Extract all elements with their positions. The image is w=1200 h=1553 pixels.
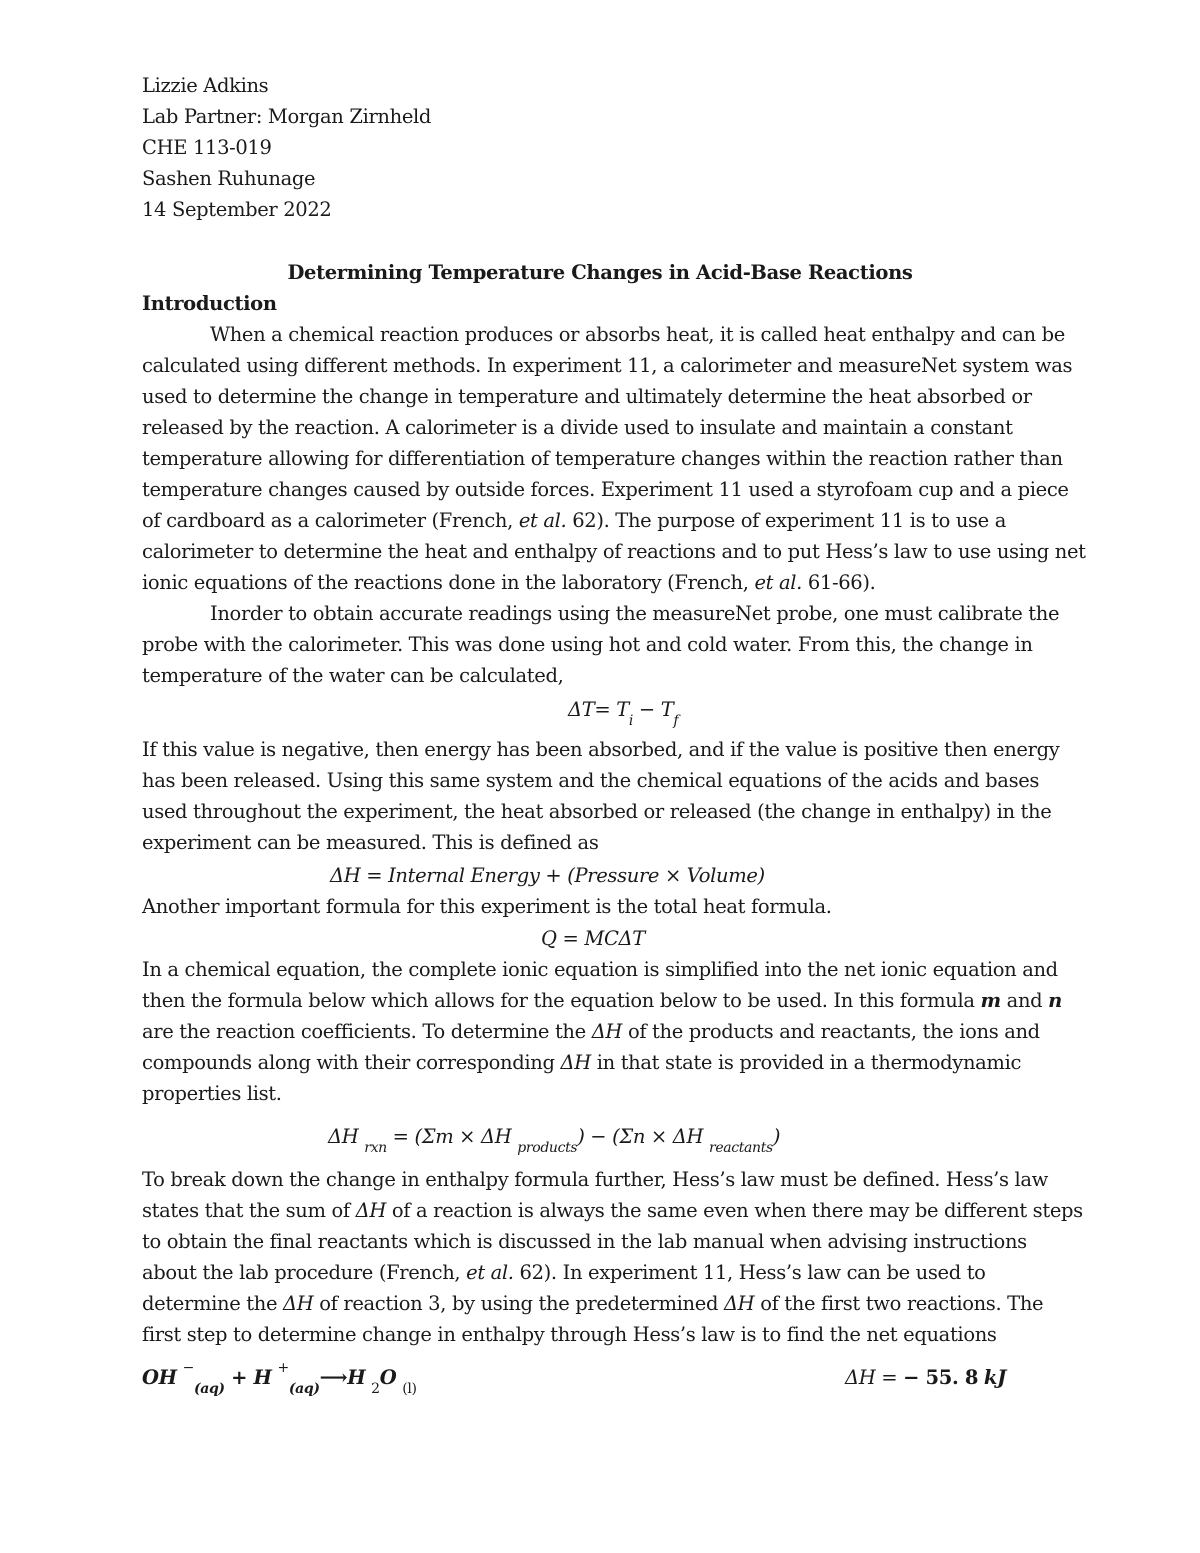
eq-text: ⟶H	[319, 1366, 366, 1389]
paragraph-text: in that state is provided in a thermodynamic	[596, 1051, 1022, 1074]
eq-subscript-rxn: rxn	[364, 1140, 387, 1156]
lab-partner: Lab Partner: Morgan Zirnheld	[142, 105, 432, 128]
paragraph-line: In a chemical equation, the complete ionic equation is simplified into the net ionic equation and	[142, 958, 1058, 981]
equation-neutralization-enthalpy	[845, 1362, 1006, 1393]
paragraph-line: properties list.	[142, 1082, 282, 1105]
paragraph-text: 62). In experiment 11, Hess’s law can be used to	[519, 1261, 986, 1284]
enthalpy-value: − 55. 8	[903, 1366, 979, 1389]
paragraph-text: and	[1006, 989, 1043, 1012]
paragraph-text: of reaction 3, by using the predetermined	[319, 1292, 719, 1315]
eq-text: ) − (Σn × ΔH	[577, 1125, 704, 1148]
instructor-name: Sashen Ruhunage	[142, 167, 316, 190]
eq-text: )	[772, 1125, 781, 1148]
paragraph-text: determine the	[142, 1292, 278, 1315]
paragraph-line: to obtain the final reactants which is discussed in the lab manual when advising instructions	[142, 1230, 1027, 1253]
eq-text: ΔH	[328, 1125, 359, 1148]
paragraph-line: first step to determine change in enthalpy through Hess’s law is to find the net equations	[142, 1323, 997, 1346]
paragraph-line: used to determine the change in temperature and ultimately determine the heat absorbed or	[142, 385, 1032, 408]
eq-subscript-aq: (aq)	[288, 1381, 320, 1397]
paragraph-line: released by the reaction. A calorimeter is a divide used to insulate and maintain a constant	[142, 416, 1013, 439]
var-delta-h: ΔH	[283, 1292, 314, 1315]
var-m: m	[980, 989, 1001, 1012]
paragraph-line: Inorder to obtain accurate readings using the measureNet probe, one must calibrate the	[210, 602, 1060, 625]
equation-reaction-enthalpy	[328, 1121, 780, 1155]
paragraph-text: then the formula below which allows for the equation below to be used. In this formula	[142, 989, 975, 1012]
eq-text: O	[379, 1366, 397, 1389]
equation-delta-t	[568, 694, 678, 728]
report-date: 14 September 2022	[142, 198, 332, 221]
document-title: Determining Temperature Changes in Acid-Base Reactions	[287, 261, 913, 284]
equation-enthalpy-definition: ΔH = Internal Energy + (Pressure × Volume)	[330, 864, 765, 887]
paragraph-line: Another important formula for this experiment is the total heat formula.	[142, 895, 832, 918]
citation-et-al: et al.	[754, 571, 802, 594]
paragraph-text: compounds along with their corresponding	[142, 1051, 555, 1074]
eq-text: OH	[142, 1366, 177, 1389]
paragraph-text: of the products and reactants, the ions and	[627, 1020, 1040, 1043]
paragraph-text: about the lab procedure (French,	[142, 1261, 461, 1284]
paragraph-line	[142, 1016, 1040, 1047]
paragraph-line	[142, 505, 1006, 536]
paragraph-line	[142, 1195, 1083, 1226]
eq-subscript-2: 2	[371, 1381, 380, 1397]
citation-et-al: et al.	[518, 509, 567, 532]
paragraph-line: temperature changes caused by outside forces. Experiment 11 used a styrofoam cup and a piece	[142, 478, 1069, 501]
var-delta-h: ΔH	[723, 1292, 755, 1315]
paragraph-line	[142, 985, 1062, 1016]
eq-text: − T	[633, 698, 674, 721]
paragraph-text: of a reaction is always the same even when there may be different steps	[391, 1199, 1083, 1222]
var-delta-h: ΔH	[591, 1020, 623, 1043]
paragraph-text: of the first two reactions. The	[760, 1292, 1044, 1315]
enthalpy-unit: kJ	[983, 1366, 1006, 1389]
paragraph-text: of cardboard as a calorimeter (French,	[142, 509, 513, 532]
citation-et-al: et al.	[466, 1261, 514, 1284]
author-name: Lizzie Adkins	[142, 74, 269, 97]
paragraph-line: used throughout the experiment, the heat absorbed or released (the change in enthalpy) in the	[142, 800, 1052, 823]
eq-text: ΔT= T	[568, 698, 629, 721]
eq-text: = (Σm × ΔH	[386, 1125, 512, 1148]
paragraph-line: has been released. Using this same system and the chemical equations of the acids and bases	[142, 769, 1040, 792]
var-n: n	[1048, 989, 1062, 1012]
paragraph-line: To break down the change in enthalpy formula further, Hess’s law must be defined. Hess’s law	[142, 1168, 1048, 1191]
course-code: CHE 113-019	[142, 136, 272, 159]
paragraph-line	[142, 567, 875, 598]
paragraph-line: calculated using different methods. In experiment 11, a calorimeter and measureNet system was	[142, 354, 1073, 377]
paragraph-text: states that the sum of	[142, 1199, 350, 1222]
eq-subscript-l: (l)	[402, 1381, 417, 1397]
paragraph-line	[142, 1047, 1021, 1078]
paragraph-line: When a chemical reaction produces or absorbs heat, it is called heat enthalpy and can be	[210, 323, 1065, 346]
eq-subscript-i: i	[628, 713, 634, 729]
paragraph-line: If this value is negative, then energy has been absorbed, and if the value is positive then energy	[142, 738, 1060, 761]
paragraph-line	[142, 1257, 986, 1288]
var-delta-h: ΔH	[560, 1051, 591, 1074]
paragraph-text: 61-66).	[807, 571, 876, 594]
paragraph-line: temperature allowing for differentiation of temperature changes within the reaction rather than	[142, 447, 1063, 470]
eq-subscript-products: products	[517, 1140, 578, 1156]
equation-total-heat: Q = MCΔT	[541, 927, 645, 950]
paragraph-text: 62). The purpose of experiment 11 is to use a	[572, 509, 1006, 532]
paragraph-line: probe with the calorimeter. This was done using hot and cold water. From this, the change in	[142, 633, 1033, 656]
eq-subscript-f: f	[673, 713, 679, 729]
paragraph-line	[142, 1288, 1043, 1319]
paragraph-text: ionic equations of the reactions done in the laboratory (French,	[142, 571, 749, 594]
eq-superscript-minus: −	[182, 1360, 194, 1376]
var-delta-h: ΔH	[355, 1199, 387, 1222]
paragraph-text: are the reaction coefficients. To determine the	[142, 1020, 586, 1043]
equation-neutralization	[142, 1362, 417, 1396]
paragraph-line: calorimeter to determine the heat and enthalpy of reactions and to put Hess’s law to use using net	[142, 540, 1086, 563]
eq-subscript-reactants: reactants	[708, 1140, 773, 1156]
eq-text: + H	[224, 1366, 272, 1389]
eq-text: ΔH =	[845, 1366, 904, 1389]
eq-superscript-plus: +	[277, 1360, 289, 1376]
section-heading-introduction: Introduction	[142, 292, 277, 315]
paragraph-line: temperature of the water can be calculated,	[142, 664, 564, 687]
eq-subscript-aq: (aq)	[193, 1381, 225, 1397]
paragraph-line: experiment can be measured. This is defined as	[142, 831, 599, 854]
